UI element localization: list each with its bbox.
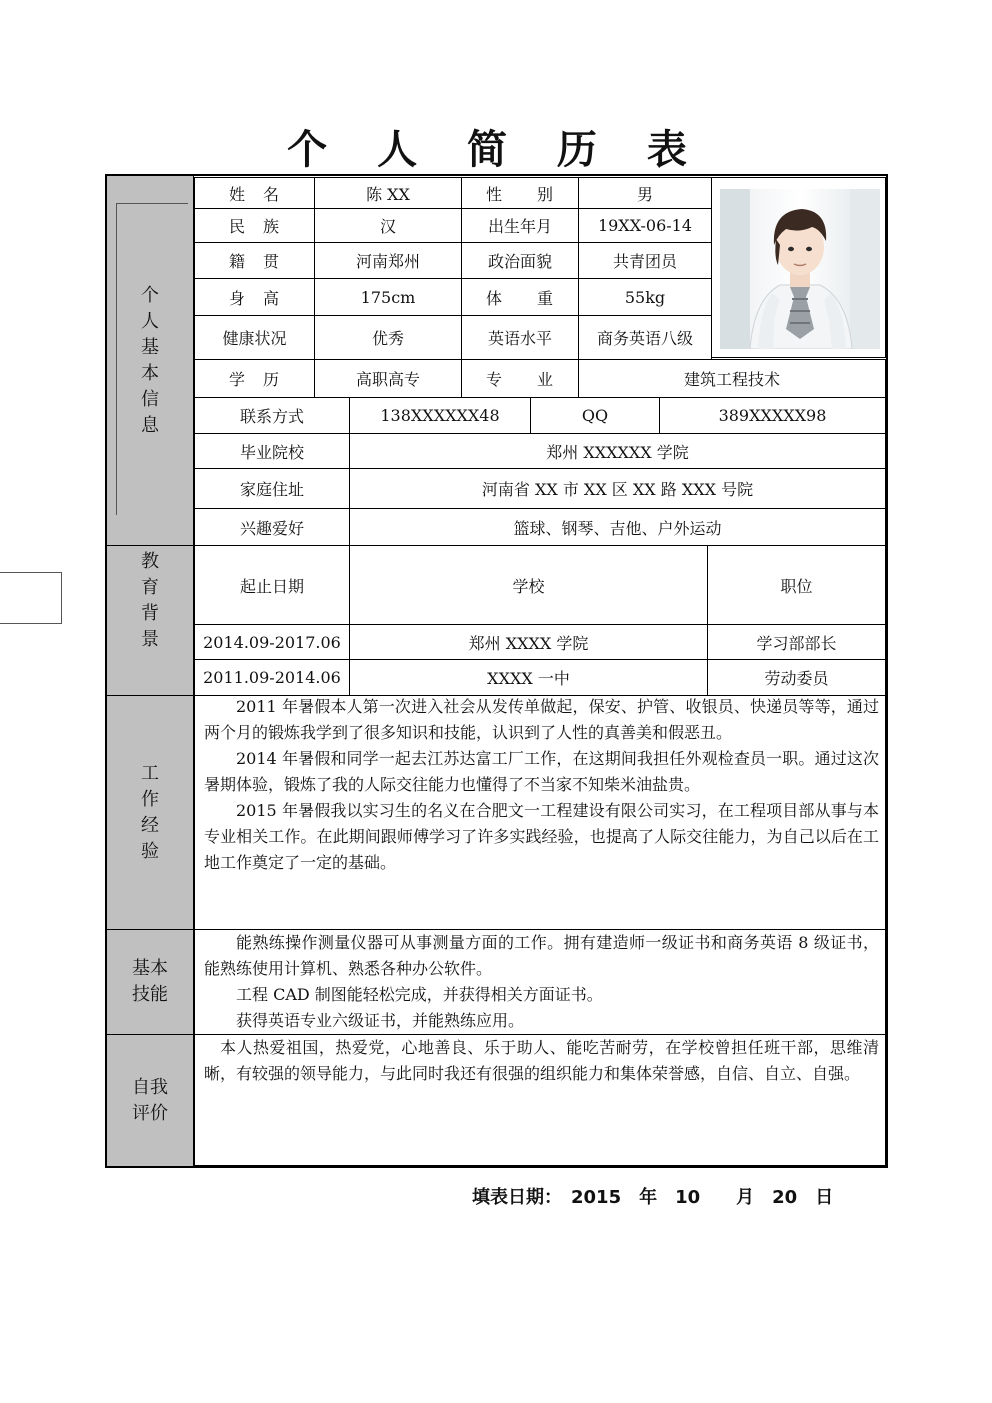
major-value: 建筑工程技术: [578, 359, 886, 398]
edu-row-1-dates: 2014.09-2017.06: [194, 624, 350, 660]
fill-date: 填表日期： 2015 年 10 月 20 日: [472, 1187, 834, 1208]
section-work: [107, 695, 194, 929]
section-education: [107, 545, 194, 695]
work-paragraph: 2011 年暑假本人第一次进入社会从发传单做起，保安、护管、收银员、快递员等等，通过两个月的锻炼我学到了很多知识和技能，认识到了人性的真善美和假恶丑。: [204, 697, 879, 742]
section-self-eval: [107, 1034, 194, 1166]
section-work-label: 工 作 经 验: [141, 762, 159, 862]
ethnic-label: 民 族: [194, 208, 315, 243]
hobby-label: 兴趣爱好: [194, 508, 350, 546]
degree-value: 高职高专: [314, 359, 462, 398]
english-value: 商务英语八级: [578, 315, 712, 360]
section-basic-label: 个 人 基 本 信 息: [141, 284, 159, 436]
gender-value: 男: [578, 177, 712, 209]
section-skills: [107, 929, 194, 1034]
political-value: 共青团员: [578, 242, 712, 279]
edu-row-1-school: 郑州 XXXX 学院: [349, 624, 708, 660]
gender-label: 性 别: [461, 177, 579, 209]
school-label: 毕业院校: [194, 433, 350, 469]
inner-bracket-line: [116, 203, 188, 515]
address-value: 河南省 XX 市 XX 区 XX 路 XXX 号院: [349, 468, 886, 509]
skills-paragraph: 能熟练操作测量仪器可从事测量方面的工作。拥有建造师一级证书和商务英语 8 级证书，能熟练使用计算机、熟悉各种办公软件。: [204, 933, 879, 978]
birth-label: 出生年月: [461, 208, 579, 243]
contact-label: 联系方式: [194, 397, 350, 434]
birth-value: 19XX-06-14: [578, 208, 712, 243]
skills-paragraph: 工程 CAD 制图能轻松完成，并获得相关方面证书。: [236, 985, 603, 1004]
origin-label: 籍 贯: [194, 242, 315, 279]
hobby-value: 篮球、钢琴、吉他、户外运动: [349, 508, 886, 546]
school-value: 郑州 XXXXXX 学院: [349, 433, 886, 469]
qq-value: 389XXXXX98: [659, 397, 886, 434]
name-label: 姓 名: [194, 177, 315, 209]
section-education-label: 教 育 背 景: [141, 550, 159, 650]
self-eval-text: [204, 1035, 879, 1087]
contact-value: 138XXXXXX48: [349, 397, 531, 434]
page-title: 个 人 简 历 表: [287, 126, 705, 173]
height-value: 175cm: [314, 278, 462, 316]
degree-label: 学 历: [194, 359, 315, 398]
edu-row-2-position: 劳动委员: [707, 659, 886, 696]
edu-row-2-school: XXXX 一中: [349, 659, 708, 696]
edu-header-dates: 起止日期: [194, 545, 350, 625]
origin-value: 河南郑州: [314, 242, 462, 279]
skills-text: [204, 930, 879, 1034]
name-value: 陈 XX: [314, 177, 462, 209]
qq-label: QQ: [530, 397, 660, 434]
edu-row-2-dates: 2011.09-2014.06: [194, 659, 350, 696]
photo-cell: [711, 177, 886, 358]
major-label: 专 业: [461, 359, 579, 398]
weight-label: 体 重: [461, 278, 579, 316]
edu-header-position: 职位: [707, 545, 886, 625]
height-label: 身 高: [194, 278, 315, 316]
skills-paragraph: 获得英语专业六级证书，并能熟练应用。: [236, 1011, 525, 1030]
address-label: 家庭住址: [194, 468, 350, 509]
political-label: 政治面貌: [461, 242, 579, 279]
section-self-eval-label: 自我 评价: [132, 1076, 168, 1124]
health-label: 健康状况: [194, 315, 315, 360]
edu-row-1-position: 学习部部长: [707, 624, 886, 660]
work-text: [204, 694, 879, 876]
weight-value: 55kg: [578, 278, 712, 316]
health-value: 优秀: [314, 315, 462, 360]
profile-photo: [720, 189, 880, 349]
english-label: 英语水平: [461, 315, 579, 360]
work-paragraph: 2014 年暑假和同学一起去江苏达富工厂工作，在这期间我担任外观检查员一职。通过这次暑期体验，锻炼了我的人际交往能力也懂得了不当家不知柴米油盐贵。: [204, 749, 879, 794]
edu-header-school: 学校: [349, 545, 708, 625]
margin-box: [0, 572, 62, 624]
work-paragraph: 2015 年暑假我以实习生的名义在合肥文一工程建设有限公司实习，在工程项目部从事与本专业相关工作。在此期间跟师傅学习了许多实践经验，也提高了人际交往能力，为自己以后在工地工作奠定了一定的基础。: [204, 801, 879, 872]
section-skills-label: 基本 技能: [132, 958, 168, 1005]
self-eval-paragraph: 本人热爱祖国，热爱党，心地善良、乐于助人、能吃苦耐劳，在学校曾担任班干部，思维清晰，有较强的领导能力，与此同时我还有很强的组织能力和集体荣誉感，自信、自立、自强。: [204, 1038, 879, 1083]
ethnic-value: 汉: [314, 208, 462, 243]
